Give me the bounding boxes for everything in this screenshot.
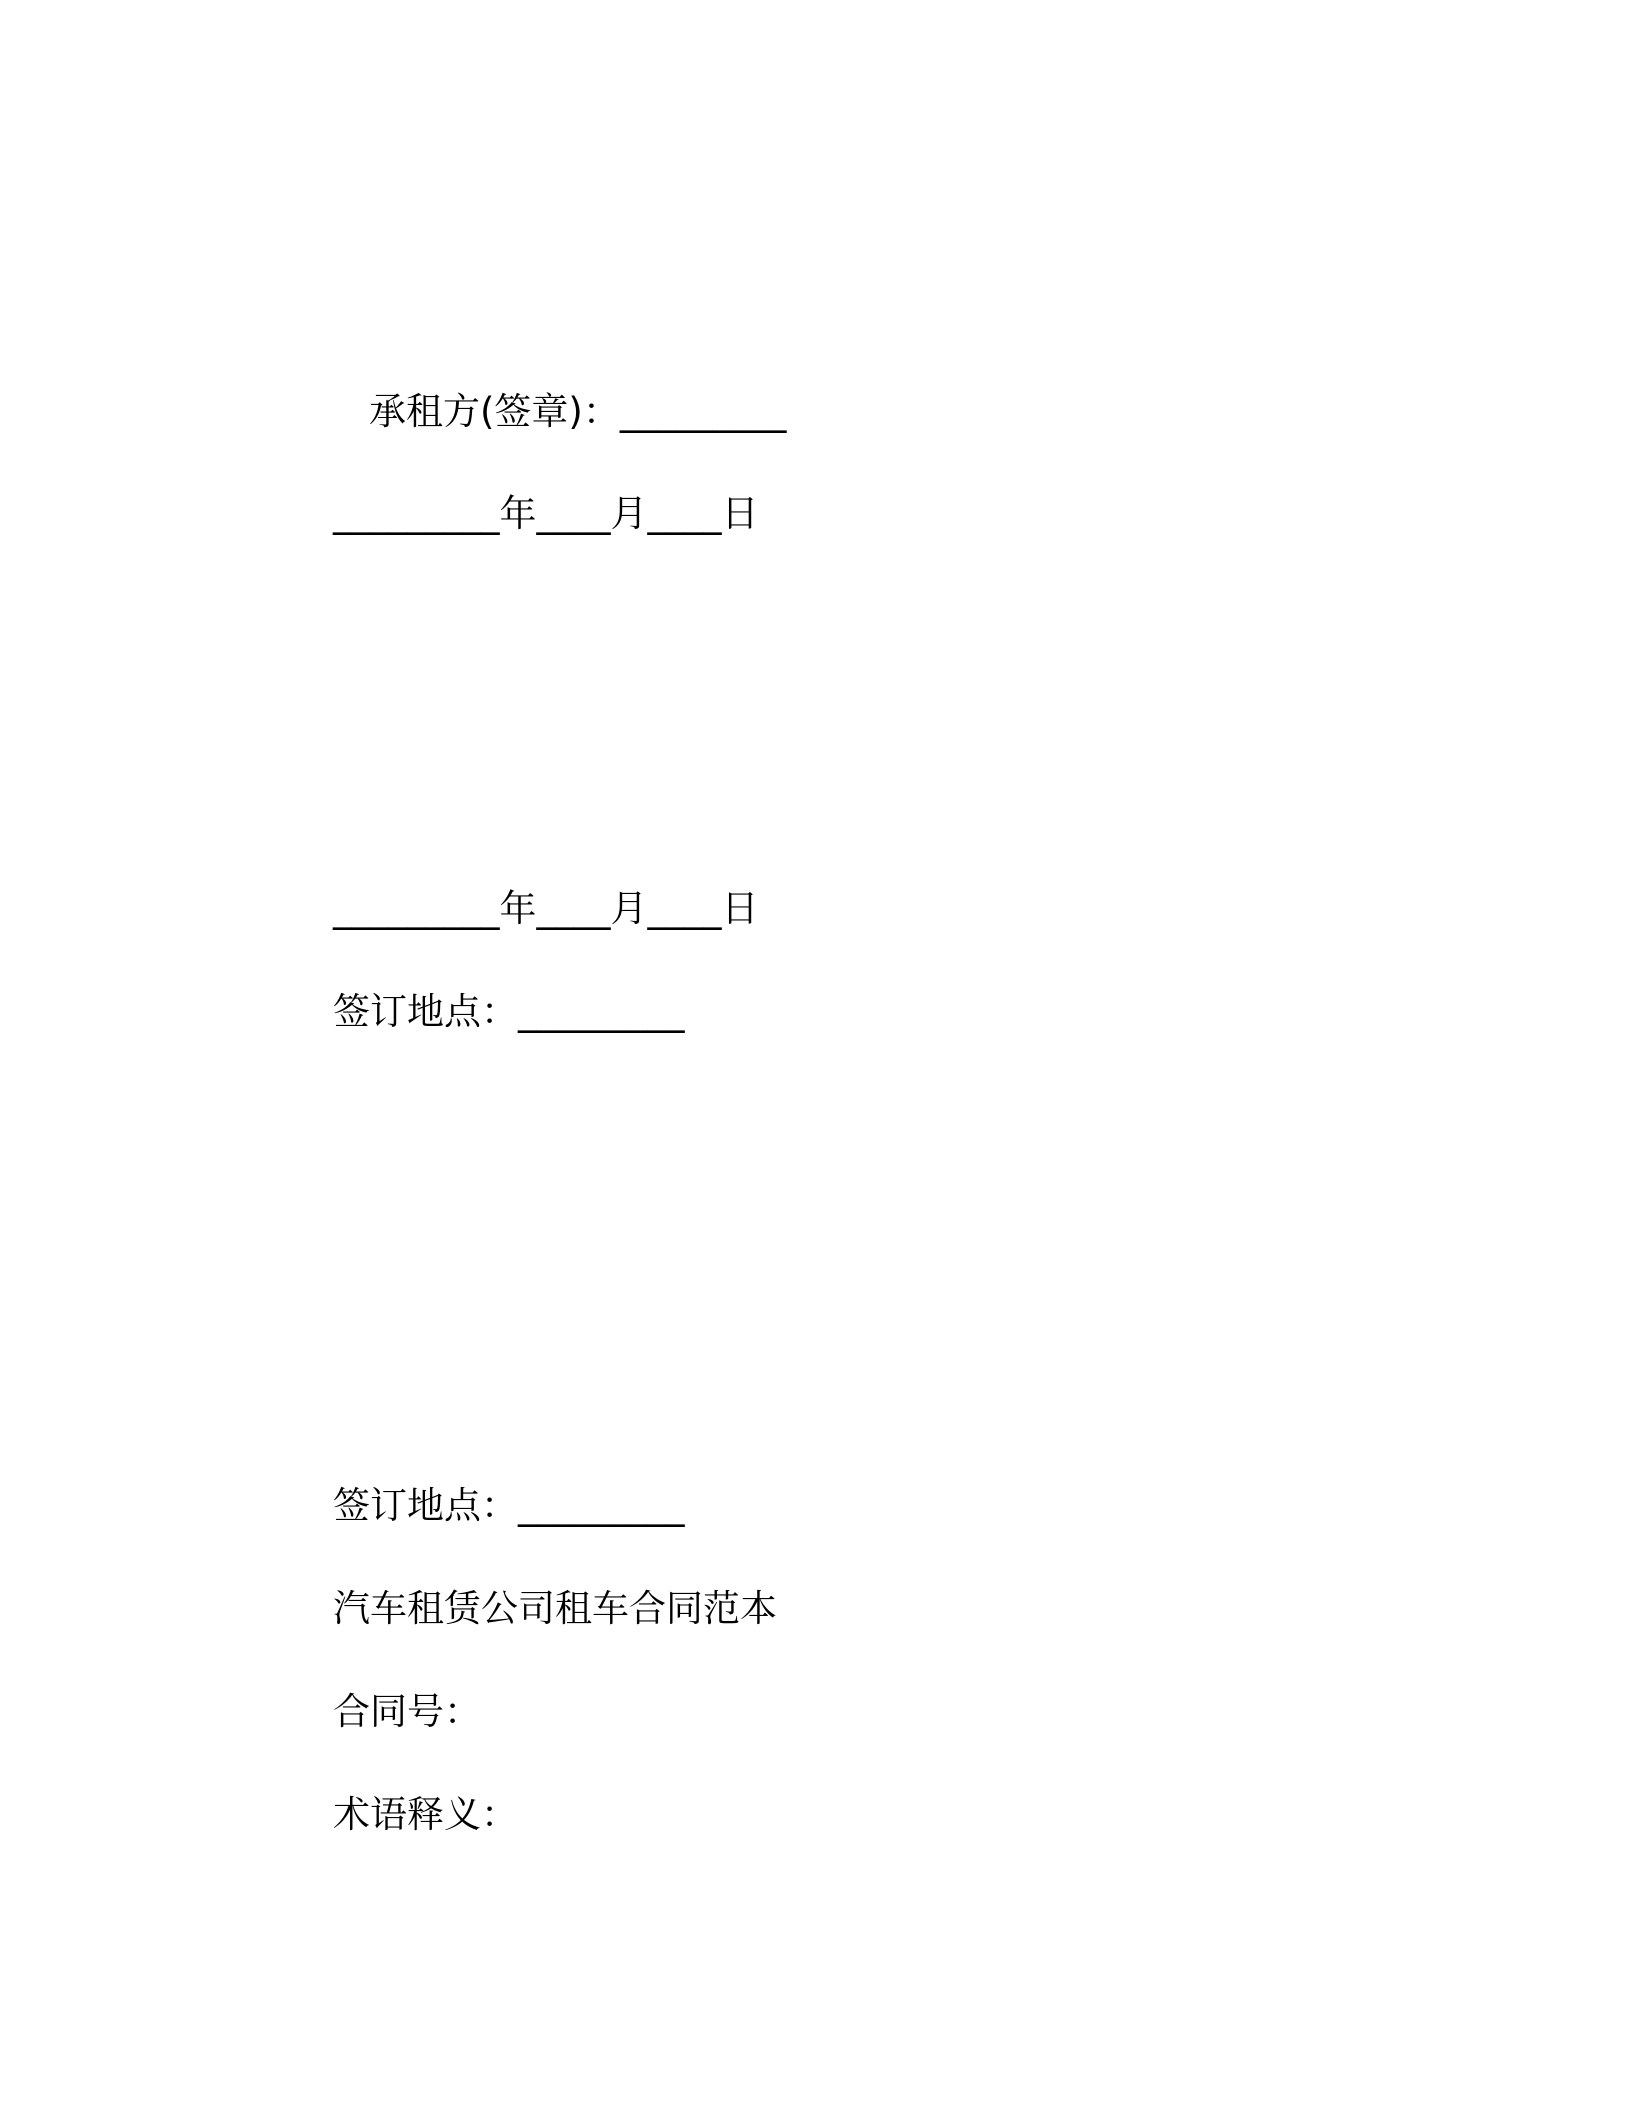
contract-number-label: 合同号：	[333, 1690, 481, 1733]
date-line-1: _________年____月____日	[333, 492, 759, 535]
signing-place-line-2: 签订地点：_________	[333, 1484, 685, 1527]
date-line-2: _________年____月____日	[333, 887, 759, 930]
lessee-signature-line: 承租方(签章)：_________	[369, 390, 787, 433]
signing-place-line-1: 签订地点：_________	[333, 990, 685, 1033]
document-title: 汽车租赁公司租车合同范本	[333, 1587, 777, 1630]
terms-definition-label: 术语释义：	[333, 1793, 518, 1836]
